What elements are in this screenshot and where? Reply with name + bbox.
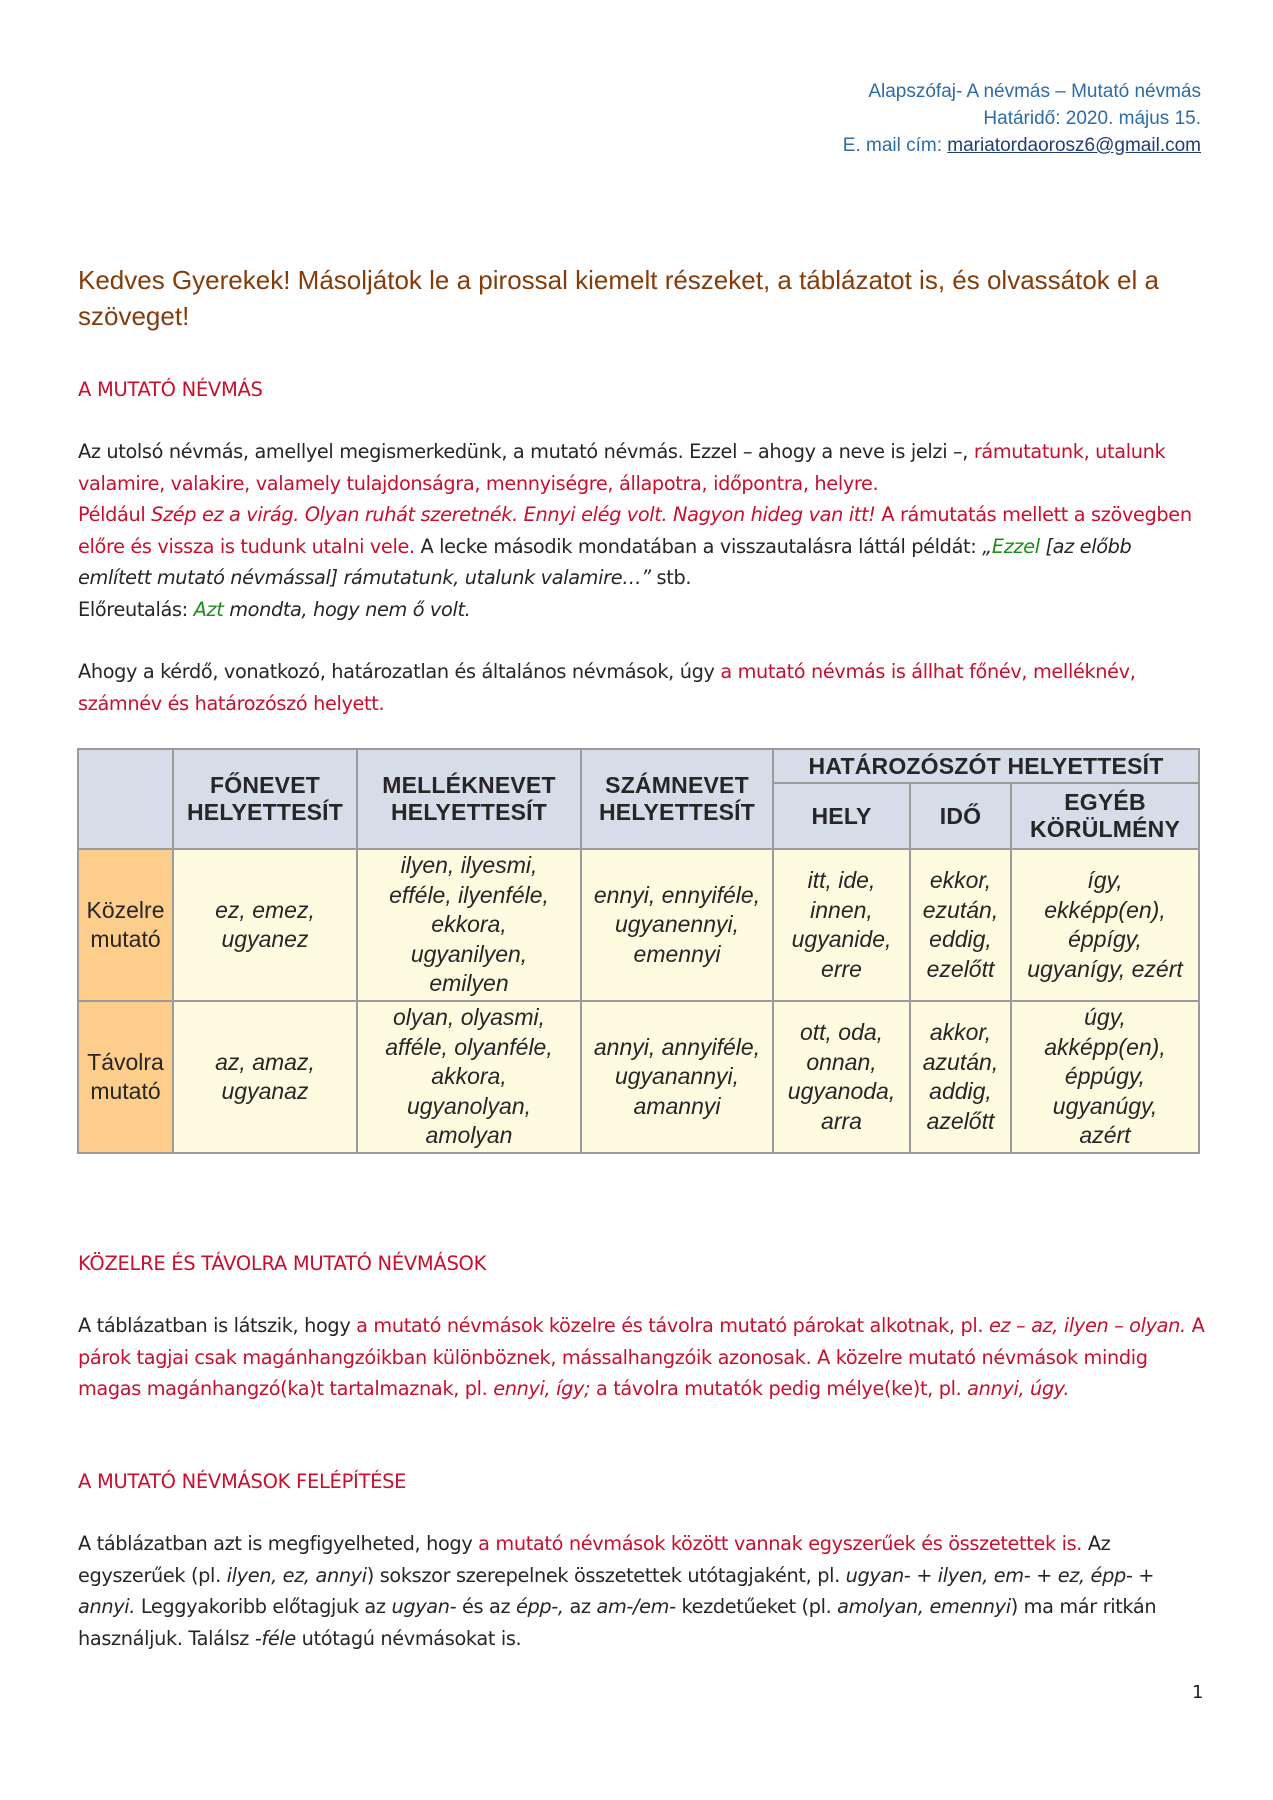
section1-paragraph2: Ahogy a kérdő, vonatkozó, határozatlan és általános névmások, úgy a mutató névmás is állhat főnév, melléknév, számnév és határozószó helyett. xyxy=(78,660,1136,715)
cell-noun: az, amaz, ugyanaz xyxy=(173,1001,357,1153)
cell-other: így, ekképp(en), éppígy, ugyanígy, ezért xyxy=(1011,849,1199,1001)
cell-numeral: ennyi, ennyiféle, ugyanennyi, emennyi xyxy=(581,849,773,1001)
section-heading-kozelre-tavolra: KÖZELRE ÉS TÁVOLRA MUTATÓ NÉVMÁSOK xyxy=(78,1252,487,1275)
header-deadline: Határidő: 2020. május 15. xyxy=(983,108,1201,129)
section2-paragraph: A táblázatban is látszik, hogy a mutató névmások közelre és távolra mutató párokat alkotnak, pl. ez – az, ilyen – olyan. A párok tagjai csak magánhangzóikban különböznek, mássalhangzóik azonosak. A közelre mutató névmások mindig magas magánhangzó(ka)t tartalmaznak, pl. ennyi, így; a távolra mutatók pedig mélye(ke)t, pl. annyi, úgy. xyxy=(78,1314,1205,1400)
email-label: E. mail cím: xyxy=(842,135,948,156)
section1-paragraph1: Az utolsó névmás, amellyel megismerkedünk, a mutató névmás. Ezzel – ahogy a neve is jelzi –, rámutatunk, utalunk valamire, valakire, valamely tulajdonságra, mennyiségre, állapotra, időpontra, helyre. Például Szép ez a virág. Olyan ruhát szeretnék. Ennyi elég volt. Nagyon hideg van itt! A rámutatás mellett a szövegben előre és vissza is tudunk utalni vele. A lecke második mondatában a visszautalásra láttál példát: „Ezzel [az előbb említett mutató névmással] rámutatunk, utalunk valamire…” stb. Előreutalás: Azt mondta, hogy nem ő volt. xyxy=(78,440,1192,621)
cell-time: ekkor, ezután, eddig, ezelőtt xyxy=(910,849,1011,1001)
col-header-numeral: SZÁMNEVET HELYETTESÍT xyxy=(581,749,773,849)
section-heading-mutato-nevmas: A MUTATÓ NÉVMÁS xyxy=(78,378,263,401)
cell-adjective: olyan, olyasmi, afféle, olyanféle, akkora, ugyanolyan, amolyan xyxy=(357,1001,581,1153)
header-title: Alapszófaj- A névmás – Mutató névmás xyxy=(868,81,1201,102)
cell-numeral: annyi, annyiféle, ugyanannyi, amannyi xyxy=(581,1001,773,1153)
demonstrative-pronoun-table xyxy=(77,748,1200,1154)
col-header-adjective: MELLÉKNEVET HELYETTESÍT xyxy=(357,749,581,849)
col-header-time: IDŐ xyxy=(910,783,1011,849)
email-link[interactable]: mariatordaorosz6@gmail.com xyxy=(947,135,1201,156)
table-corner-cell xyxy=(78,749,173,849)
header-email-line xyxy=(843,132,1201,159)
section3-paragraph: A táblázatban azt is megfigyelheted, hogy a mutató névmások között vannak egyszerűek és összetettek is. Az egyszerűek (pl. ilyen, ez, annyi) sokszor szerepelnek összetettek utótagjaként, pl. ugyan- + ilyen, em- + ez, épp- + annyi. Leggyakoribb előtagjuk az ugyan- és az épp-, az am-/em- kezdetűeket (pl. amolyan, emennyi) ma már ritkán használjuk. Találsz -féle utótagú névmásokat is. xyxy=(78,1532,1157,1650)
col-header-other: EGYÉB KÖRÜLMÉNY xyxy=(1011,783,1199,849)
row-header-kozelre: Közelre mutató xyxy=(78,849,173,1001)
cell-noun: ez, emez, ugyanez xyxy=(173,849,357,1001)
table-row-kozelre xyxy=(78,849,1199,1001)
page-number: 1 xyxy=(1192,1682,1204,1703)
cell-adjective: ilyen, ilyesmi, efféle, ilyenféle, ekkora, ugyanilyen, emilyen xyxy=(357,849,581,1001)
document-header xyxy=(843,78,1201,159)
table-row-tavolra xyxy=(78,1001,1199,1153)
col-header-adverb-group: HATÁROZÓSZÓT HELYETTESÍT xyxy=(773,749,1199,783)
intro-message: Kedves Gyerekek! Másoljátok le a pirossal kiemelt részeket, a táblázatot is, és olvassátok el a szöveget! xyxy=(78,265,1159,331)
cell-other: úgy, akképp(en), éppúgy, ugyanúgy, azért xyxy=(1011,1001,1199,1153)
col-header-place: HELY xyxy=(773,783,910,849)
col-header-noun: FŐNEVET HELYETTESÍT xyxy=(173,749,357,849)
cell-place: itt, ide, innen, ugyanide, erre xyxy=(773,849,910,1001)
cell-place: ott, oda, onnan, ugyanoda, arra xyxy=(773,1001,910,1153)
row-header-tavolra: Távolra mutató xyxy=(78,1001,173,1153)
section-heading-felepites: A MUTATÓ NÉVMÁSOK FELÉPÍTÉSE xyxy=(78,1470,407,1493)
cell-time: akkor, azután, addig, azelőtt xyxy=(910,1001,1011,1153)
